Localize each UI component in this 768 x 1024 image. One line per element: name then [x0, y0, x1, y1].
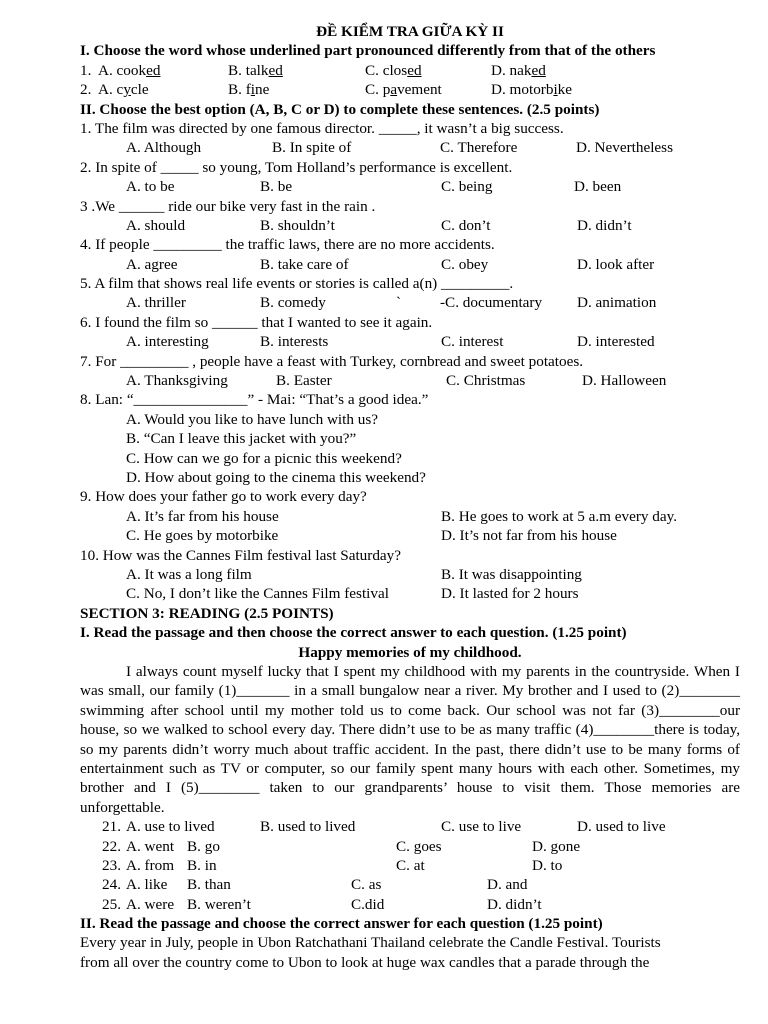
reading-question-25	[80, 895, 740, 914]
question-stem: 6. I found the film so ______ that I wanted to see it again.	[80, 313, 433, 331]
option-a: A. Thanksgiving	[126, 372, 228, 390]
question-stem: 2. In spite of _____ so young, Tom Holland’s performance is excellent.	[80, 158, 513, 176]
option-a: A. cycle	[98, 81, 149, 99]
option-b: B. comedy	[260, 294, 326, 312]
question-options	[80, 177, 740, 196]
reading-question-23	[80, 856, 740, 875]
pron-question-1	[80, 61, 740, 80]
question-options	[80, 565, 740, 584]
option-b: B. “Can I leave this jacket with you?”	[126, 430, 357, 448]
option-c: C. No, I don’t like the Cannes Film festival	[126, 585, 389, 603]
option-d: D. interested	[577, 333, 655, 351]
option-c: C. pavement	[365, 81, 442, 99]
option-b: B. talked	[228, 61, 283, 79]
exam-page	[80, 22, 740, 972]
option-a: A. were	[126, 895, 175, 913]
option-d: D. Halloween	[582, 372, 667, 390]
option-a: A. thriller	[126, 294, 186, 312]
option-b: B. shouldn’t	[260, 216, 335, 234]
option-d: D. gone	[532, 837, 581, 855]
pron-question-2	[80, 80, 740, 99]
option-d: D. It’s not far from his house	[441, 527, 617, 545]
option-a: A. use to lived	[126, 818, 215, 836]
option-b: B. He goes to work at 5 a.m every day.	[441, 507, 678, 525]
question-number: 2.	[80, 81, 92, 99]
option-a: A. like	[126, 876, 168, 894]
question-stem: 7. For _________ , people have a feast with Turkey, cornbread and sweet potatoes.	[80, 352, 584, 370]
question-options	[80, 584, 740, 603]
option-b: B. than	[187, 876, 231, 894]
option-b: B. used to lived	[260, 818, 356, 836]
option-d: D. How about going to the cinema this weekend?	[126, 468, 426, 486]
question-options	[80, 216, 740, 235]
option-d: D. motorbike	[491, 81, 573, 99]
option-d: D. used to live	[577, 818, 666, 836]
option-a: A. It’s far from his house	[126, 507, 279, 525]
question-stem: 4. If people _________ the traffic laws, there are no more accidents.	[80, 236, 495, 254]
stray-mark: `	[396, 294, 402, 312]
reading-part1-heading: I. Read the passage and then choose the correct answer to each question. (1.25 point)	[80, 624, 627, 642]
question-number: 23.	[102, 856, 121, 874]
option-c: C. closed	[365, 61, 422, 79]
option-b: B. go	[187, 837, 220, 855]
option-b: B. Easter	[276, 372, 332, 390]
reading-passage: I always count myself lucky that I spent my childhood with my parents in the countryside. When I was small, our family (1)_______ in a small bungalow near a river. My brother and I used to (2)________ swimming after school until my mother told us to come back. Our school was not far (3)________our house, so we walked to school every day. There didn’t use to be as many traffic (4)________there is today, so my parents didn’t worry much about traffic accident. In the past, there didn’t use to be many forms of entertainment such as TV or computer, so our family spent many hours with each other. Sometimes, my brother and I (5)________ taken to our grandparents’ house to visit them. Those memories are unforgettable.	[80, 662, 740, 816]
option-a: A. interesting	[126, 333, 209, 351]
option-a: A. should	[126, 216, 186, 234]
part2-heading: II. Choose the best option (A, B, C or D) to complete these sentences. (2.5 points)	[80, 100, 600, 118]
option-c: C. at	[396, 856, 425, 874]
option-a: A. to be	[126, 178, 175, 196]
option-d: D. been	[574, 178, 622, 196]
option-b: B. In spite of	[272, 139, 352, 157]
option-c: C. goes	[396, 837, 442, 855]
option-c: C. use to live	[441, 818, 522, 836]
option-b: B. fine	[228, 81, 270, 99]
part1-heading: I. Choose the word whose underlined part pronounced differently from that of the others	[80, 42, 656, 60]
option-c: C.did	[351, 895, 385, 913]
option-b: B. in	[187, 856, 217, 874]
question-options	[80, 293, 740, 312]
option-c: C. obey	[441, 255, 489, 273]
question-number: 25.	[102, 895, 121, 913]
option-c: C. don’t	[441, 216, 491, 234]
option-b: B. interests	[260, 333, 329, 351]
question-stem: 1. The film was directed by one famous director. _____, it wasn’t a big success.	[80, 119, 564, 137]
question-stem: 5. A film that shows real life events or stories is called a(n) _________.	[80, 275, 514, 293]
question-number: 1.	[80, 61, 92, 79]
question-number: 22.	[102, 837, 121, 855]
reading-question-21	[80, 817, 740, 836]
question-options	[80, 507, 740, 526]
reading-question-22	[80, 837, 740, 856]
option-a: A. Although	[126, 139, 202, 157]
passage2-line: from all over the country come to Ubon to look at huge wax candles that a parade through the	[80, 953, 650, 971]
option-b: B. It was disappointing	[441, 565, 582, 583]
reading-question-24	[80, 875, 740, 894]
question-number: 24.	[102, 876, 121, 894]
question-options	[80, 526, 740, 545]
question-options	[80, 255, 740, 274]
question-stem: 10. How was the Cannes Film festival last Saturday?	[80, 546, 401, 564]
option-d: D. naked	[491, 61, 546, 79]
option-b: B. be	[260, 178, 293, 196]
option-d: D. and	[487, 876, 528, 894]
option-c: C. Therefore	[440, 139, 518, 157]
section3-heading: SECTION 3: READING (2.5 POINTS)	[80, 604, 334, 622]
option-c: C. being	[441, 178, 493, 196]
question-stem: 8. Lan: “_______________” - Mai: “That’s a good idea.”	[80, 391, 429, 409]
option-d: D. It lasted for 2 hours	[441, 585, 579, 603]
option-d: D. to	[532, 856, 563, 874]
option-a: A. It was a long film	[126, 565, 252, 583]
option-b: B. take care of	[260, 255, 349, 273]
option-c: C. How can we go for a picnic this weekend?	[126, 449, 402, 467]
passage-title: Happy memories of my childhood.	[298, 643, 522, 661]
option-a: A. cooked	[98, 61, 161, 79]
option-d: D. didn’t	[577, 216, 632, 234]
option-d: D. animation	[577, 294, 657, 312]
option-a: A. agree	[126, 255, 178, 273]
passage2-line: Every year in July, people in Ubon Ratchathani Thailand celebrate the Candle Festival. Tourists	[80, 934, 661, 952]
option-a: A. went	[126, 837, 175, 855]
exam-title: ĐỀ KIỂM TRA GIỮA KỲ II	[316, 23, 504, 40]
option-c: -C. documentary	[440, 294, 543, 312]
option-d: D. didn’t	[487, 895, 542, 913]
option-c: C. interest	[441, 333, 504, 351]
option-c: C. He goes by motorbike	[126, 527, 279, 545]
question-stem: 9. How does your father go to work every day?	[80, 488, 367, 506]
option-a: A. from	[126, 856, 175, 874]
question-number: 21.	[102, 818, 121, 836]
question-options	[80, 371, 740, 390]
option-c: C. as	[351, 876, 382, 894]
question-options	[80, 332, 740, 351]
option-a: A. Would you like to have lunch with us?	[126, 410, 379, 428]
question-options	[80, 138, 740, 157]
option-d: D. Nevertheless	[576, 139, 673, 157]
option-c: C. Christmas	[446, 372, 526, 390]
option-b: B. weren’t	[187, 895, 251, 913]
option-d: D. look after	[577, 255, 655, 273]
reading-part2-heading: II. Read the passage and choose the correct answer for each question (1.25 point)	[80, 915, 603, 933]
question-stem: 3 .We ______ ride our bike very fast in the rain .	[80, 197, 376, 215]
